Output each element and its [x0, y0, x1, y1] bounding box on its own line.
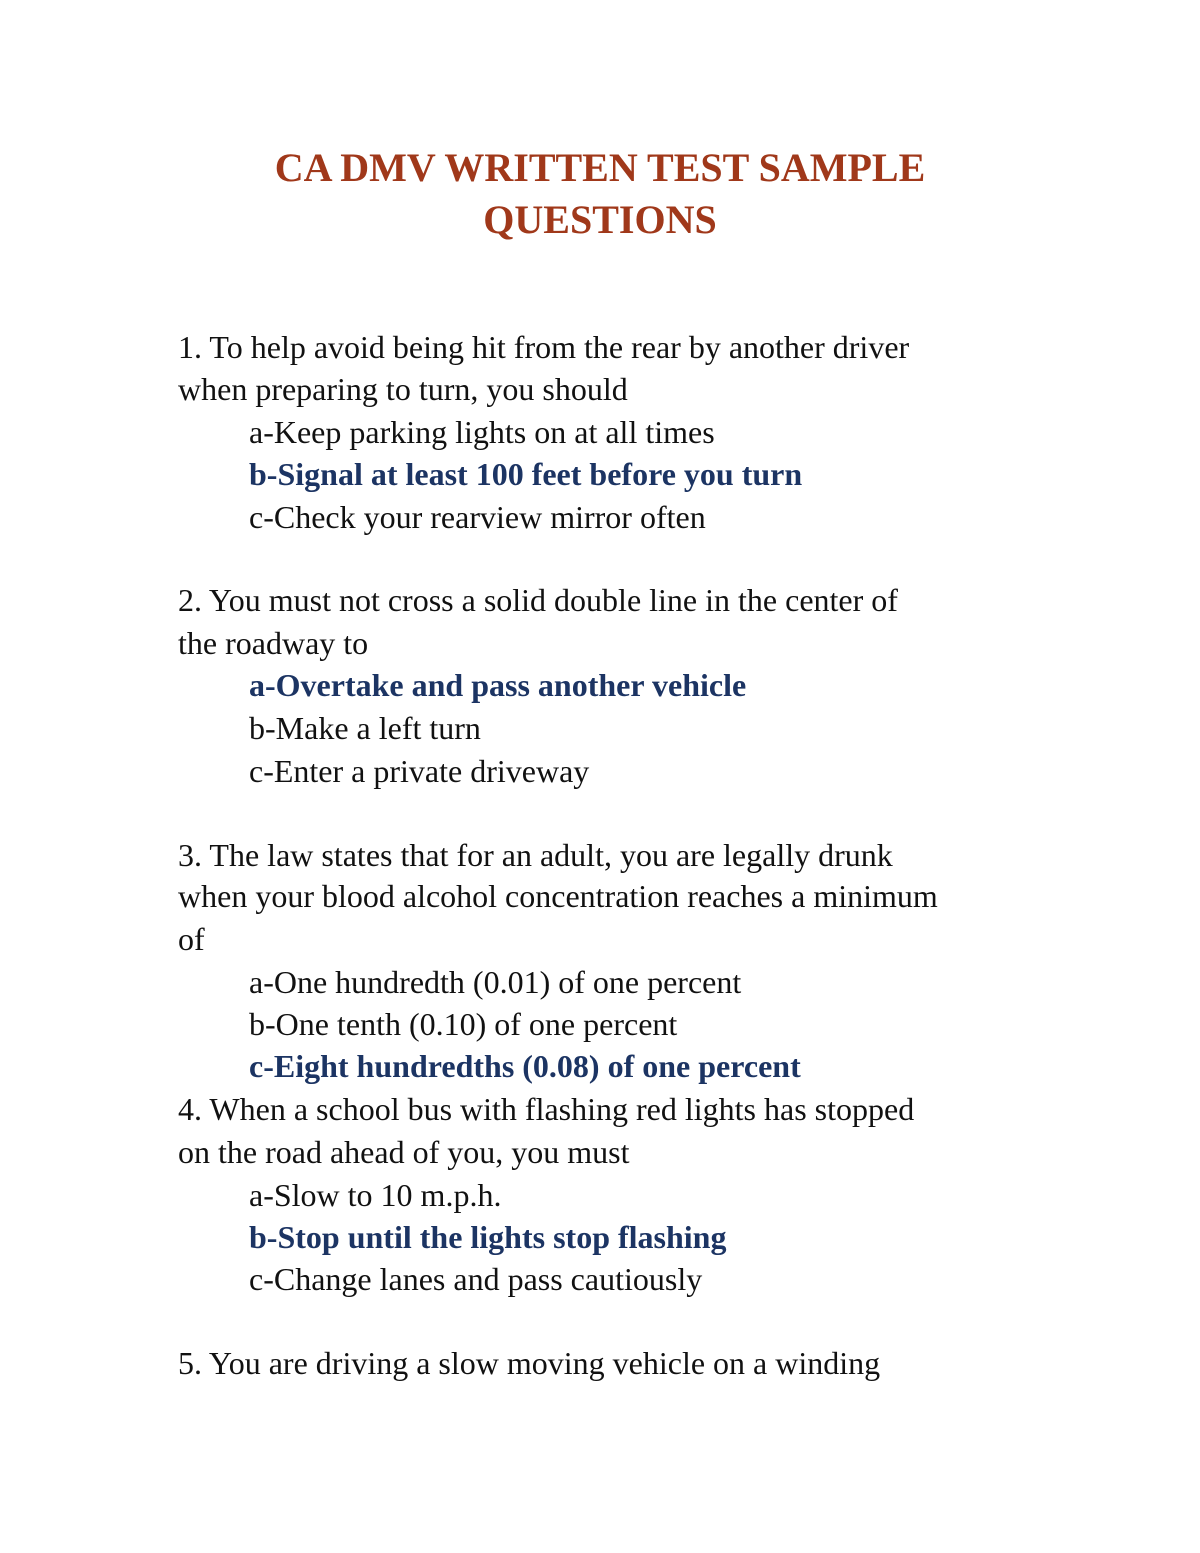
- document-title: [150, 142, 1050, 246]
- question-4-option-c: c-Change lanes and pass cautiously: [249, 1261, 703, 1297]
- question-1-option-b-correct: b-Signal at least 100 feet before you turn: [249, 456, 803, 492]
- question-2-text-line-1: 2. You must not cross a solid double line in the center of: [178, 582, 898, 618]
- question-3-text-line-3: of: [178, 921, 205, 957]
- question-3-option-b: b-One tenth (0.10) of one percent: [249, 1006, 678, 1042]
- question-1-text-line-1: 1. To help avoid being hit from the rear by another driver: [178, 329, 910, 365]
- question-4-text-line-1: 4. When a school bus with flashing red lights has stopped: [178, 1091, 915, 1127]
- question-3-text-line-1: 3. The law states that for an adult, you are legally drunk: [178, 837, 893, 873]
- question-2-text-line-2: the roadway to: [178, 625, 369, 661]
- question-3-text-line-2: when your blood alcohol concentration reaches a minimum: [178, 878, 938, 914]
- question-2-option-a-correct: a-Overtake and pass another vehicle: [249, 667, 747, 703]
- question-4-option-a: a-Slow to 10 m.p.h.: [249, 1177, 502, 1213]
- question-4-option-b-correct: b-Stop until the lights stop flashing: [249, 1219, 727, 1255]
- question-3-option-c-correct: c-Eight hundredths (0.08) of one percent: [249, 1048, 801, 1084]
- title-line-1: CA DMV WRITTEN TEST SAMPLE: [274, 145, 926, 190]
- question-1-text-line-2: when preparing to turn, you should: [178, 371, 628, 407]
- question-4-text-line-2: on the road ahead of you, you must: [178, 1134, 630, 1170]
- question-2-option-c: c-Enter a private driveway: [249, 753, 590, 789]
- question-1-option-c: c-Check your rearview mirror often: [249, 499, 706, 535]
- question-2-option-b: b-Make a left turn: [249, 710, 481, 746]
- question-1-option-a: a-Keep parking lights on at all times: [249, 414, 715, 450]
- question-5-text-line-1: 5. You are driving a slow moving vehicle on a winding: [178, 1345, 881, 1381]
- question-3-option-a: a-One hundredth (0.01) of one percent: [249, 964, 742, 1000]
- title-line-2: QUESTIONS: [483, 197, 717, 242]
